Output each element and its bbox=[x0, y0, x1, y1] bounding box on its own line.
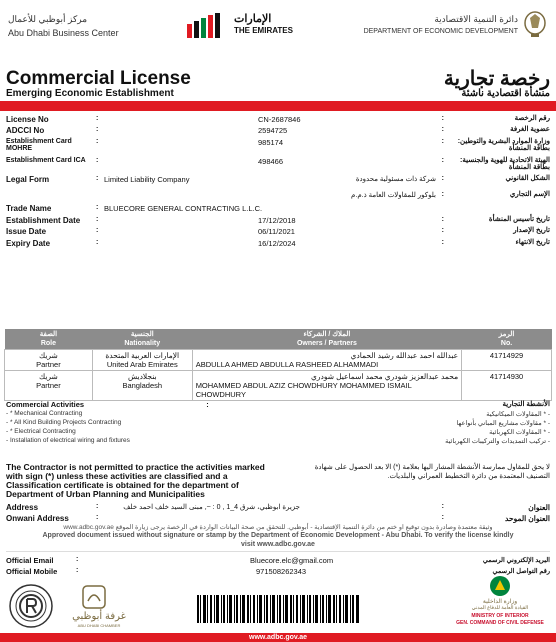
legal-form-value: Limited Liability Company bbox=[104, 175, 190, 184]
adbc-name-en: Abu Dhabi Business Center bbox=[8, 28, 119, 38]
ded-name-en: DEPARTMENT OF ECONOMIC DEVELOPMENT bbox=[363, 28, 518, 35]
trade-name-value: BLUECORE GENERAL CONTRACTING L.L.C. bbox=[104, 204, 263, 213]
col-role: Role bbox=[5, 339, 93, 349]
card-mohre-value: 985174 bbox=[258, 138, 284, 147]
expiry-date-row: Expiry Date : 16/12/2024 : تاريخ الانتهاء bbox=[6, 239, 550, 248]
mobile-value[interactable]: 971508262343 bbox=[256, 567, 307, 576]
legal-form-label: Legal Form bbox=[6, 175, 50, 184]
verify-note-ar: وثيقة معتمدة وصادرة بدون توقيع او ختم من دائرة التنمية الإقتصادية - أبوظبي. للتحقق من صحة البيانات الواردة في الرخصة يرجى زيارة الموقع www.adbc.gov.ae bbox=[63, 524, 493, 531]
expiry-date-value: 16/12/2024 bbox=[258, 239, 296, 248]
barcode-icon bbox=[197, 595, 359, 623]
license-no-label: License No bbox=[6, 115, 49, 124]
card-mohre-label-ar: وزارة الموارد البشرية والتوطين: بطاقة المنشأة bbox=[457, 138, 550, 152]
license-no-row: License No : CN-2687846 : رقم الرخصة bbox=[6, 115, 550, 124]
address-row: Address : جزيرة ابوظبي، شرق 4_1 , 0 : ~, مبنى السيد خلف احمد خلف : العنوان bbox=[6, 503, 550, 512]
page-title: Commercial License bbox=[6, 68, 191, 89]
mobile-label: Official Mobile bbox=[6, 567, 58, 576]
address-value-ar: جزيرة ابوظبي، شرق 4_1 , 0 : ~, مبنى السيد خلف احمد خلف bbox=[123, 504, 300, 511]
table-header-en bbox=[5, 339, 552, 349]
est-date-value: 17/12/2018 bbox=[258, 216, 296, 225]
address-label: Address bbox=[6, 503, 39, 512]
civil-defense-name: GEN. COMMAND OF CIVIL DEFENSE bbox=[456, 620, 544, 626]
onwani-label: Onwani Address bbox=[6, 514, 69, 523]
trade-name-label-ar: الإسم التجاري bbox=[509, 191, 550, 198]
emirates-en: THE EMIRATES bbox=[234, 26, 293, 35]
red-divider bbox=[0, 101, 556, 111]
card-ica-label-ar: الهيئة الاتحادية للهوية والجنسية: بطاقة المنشأة bbox=[460, 157, 550, 171]
issue-date-value: 06/11/2021 bbox=[258, 227, 295, 236]
partner-name-ar: عبدالله احمد عبدالله رشيد الحمادي bbox=[350, 350, 459, 360]
col-owners: Owners / Partners bbox=[192, 339, 461, 349]
col-no-ar: الرمز bbox=[462, 329, 552, 339]
col-nat: Nationality bbox=[92, 339, 192, 349]
table-row bbox=[5, 349, 552, 370]
est-date-row: Establishment Date : 17/12/2018 : تاريخ تأسيس المنشأة bbox=[6, 216, 550, 225]
emirates-ar: الإمارات bbox=[234, 13, 272, 25]
activities-label: Commercial Activities : bbox=[6, 400, 209, 409]
role: Partner bbox=[36, 380, 61, 390]
trade-name-value-ar: بلوكور للمقاولات العامة ذ.م.م bbox=[351, 192, 436, 199]
expiry-date-label: Expiry Date bbox=[6, 239, 51, 248]
email-label: Official Email bbox=[6, 556, 54, 565]
mobile-label-ar: رقم التواصل الرسمي bbox=[492, 568, 550, 575]
legal-form-value-ar: شركة ذات مسئولية محدودة bbox=[355, 176, 436, 183]
adcci-no-label-ar: عضوية الغرفة bbox=[510, 126, 550, 133]
activity-item: - * All Kind Building Projects Contracting bbox=[6, 419, 122, 426]
card-mohre-row: Establishment Card MOHRE : 985174 : وزارة الموارد البشرية والتوطين: بطاقة المنشأة bbox=[6, 138, 550, 152]
page-subtitle-ar: منشأة اقتصادية ناشئة bbox=[461, 88, 550, 99]
barcode bbox=[197, 595, 359, 623]
address-label-ar: العنوان bbox=[528, 503, 550, 512]
trade-name-row: Trade Name : BLUECORE GENERAL CONTRACTING L.L.C. bbox=[6, 204, 263, 213]
role-ar: شريك bbox=[39, 350, 58, 360]
card-ica-value: 498466 bbox=[258, 157, 284, 166]
divider bbox=[6, 551, 550, 552]
quality-seal-icon bbox=[8, 583, 54, 629]
trade-name-ar-row: بلوكور للمقاولات العامة ذ.م.م : الإسم التجاري bbox=[351, 191, 550, 199]
adcci-no-value: 2594725 bbox=[258, 126, 288, 135]
issue-date-label: Issue Date bbox=[6, 227, 47, 236]
col-owners-ar: الملاك / الشركاء bbox=[192, 329, 461, 339]
card-ica-label: Establishment Card ICA bbox=[6, 157, 86, 164]
mobile-row: Official Mobile : 971508262343 رقم التواصل الرسمي bbox=[6, 567, 550, 576]
col-role-ar: الصفة bbox=[5, 329, 93, 339]
page-title-ar: رخصة تجارية bbox=[443, 68, 550, 90]
onwani-label-ar: العنوان الموحد bbox=[505, 514, 550, 523]
adbc-name-ar: مركز أبوظبي للأعمال bbox=[8, 14, 88, 24]
issue-date-label-ar: تاريخ الإصدار bbox=[513, 227, 550, 234]
table-row bbox=[5, 370, 552, 400]
table-header-ar bbox=[5, 329, 552, 339]
email-label-ar: البريد الإلكتروني الرسمي bbox=[482, 557, 550, 564]
civil-defense-name-ar: القيادة العامة للدفاع المدني bbox=[471, 605, 529, 611]
est-date-label: Establishment Date bbox=[6, 216, 81, 225]
activity-item: - * Mechanical Contracting bbox=[6, 410, 83, 417]
nationality: United Arab Emirates bbox=[106, 359, 178, 369]
expiry-date-label-ar: تاريخ الانتهاء bbox=[515, 239, 550, 246]
activities-label-ar: الأنشطة التجارية bbox=[502, 401, 550, 408]
onwani-row: Onwani Address : : العنوان الموحد bbox=[6, 514, 550, 523]
civil-defense-logo bbox=[452, 575, 548, 631]
header bbox=[0, 0, 556, 62]
adcci-no-label: ADCCI No bbox=[6, 126, 45, 135]
partner-name: ABDULLA AHMED ABDULLA RASHEED ALHAMMADI bbox=[195, 359, 379, 369]
col-nat-ar: الجنسية bbox=[92, 329, 192, 339]
abu-dhabi-emblem-icon bbox=[522, 10, 548, 40]
partner-no: 41714929 bbox=[462, 349, 552, 370]
moi-name-ar: وزارة الداخلية bbox=[482, 599, 518, 605]
trade-name-label: Trade Name bbox=[6, 204, 52, 213]
role-ar: شريك bbox=[39, 371, 58, 381]
partner-name: MOHAMMED ABDUL AZIZ CHOWDHURY MOHAMMED ISMAIL CHOWDHURY bbox=[195, 380, 412, 399]
chamber-name-ar: غرفة أبوظبي bbox=[72, 611, 126, 622]
activity-item-ar: - تركيب التمديدات والتركيبات الكهربائية bbox=[445, 438, 550, 445]
ded-name-ar: دائرة التنمية الاقتصادية bbox=[434, 14, 518, 24]
partner-no: 41714930 bbox=[462, 370, 552, 400]
license-no-label-ar: رقم الرخصة bbox=[514, 115, 550, 122]
nationality-ar: الإمارات العربية المتحدة bbox=[105, 350, 180, 360]
col-no: No. bbox=[462, 339, 552, 349]
legal-form-label-ar: الشكل القانوني bbox=[505, 175, 550, 182]
abu-dhabi-chamber-logo bbox=[70, 585, 128, 629]
contractor-warning-ar: لا يحق للمقاول ممارسة الأنشطة المشار اليها بعلامة (*) الا بعد الحصول على شهادة التصنيف المعتمدة من دائرة التخطيط العمراني والبلديات. bbox=[314, 464, 550, 480]
contractor-warning: The Contractor is not permitted to practice the activities marked with sign (*) unless these activities are classified and a Classification certificate is obtained for the department of Department of Urban Planning and Municipalities bbox=[6, 462, 265, 499]
page-subtitle: Emerging Economic Establishment bbox=[6, 88, 174, 99]
est-date-label-ar: تاريخ تأسيس المنشأة bbox=[488, 216, 550, 223]
footer-url[interactable]: www.adbc.gov.ae bbox=[0, 633, 556, 642]
activity-item-ar: - * المقاولات الميكانيكية bbox=[486, 411, 550, 418]
card-ica-row: Establishment Card ICA : 498466 : الهيئة الاتحادية للهوية والجنسية: بطاقة المنشأة bbox=[6, 157, 550, 171]
adcci-no-row: ADCCI No : 2594725 : عضوية الغرفة bbox=[6, 126, 550, 135]
moi-name: MINISTRY OF INTERIOR bbox=[471, 613, 529, 619]
partner-name-ar: محمد عبدالعزيز شودري محمد اسماعيل شودري bbox=[311, 371, 459, 381]
nationality-ar: بنجلاديش bbox=[127, 371, 157, 381]
verify-note: Approved document issued without signature or stamp by the Department of Economic Development - Abu Dhabi. To verify the license kindly bbox=[42, 532, 514, 539]
chamber-name: ABU DHABI CHAMBER bbox=[77, 623, 121, 628]
email-row: Official Email : Bluecore.elc@gmail.com البريد الإلكتروني الرسمي bbox=[6, 556, 550, 565]
civil-defense-emblem-icon bbox=[489, 575, 511, 597]
chamber-icon bbox=[82, 585, 106, 609]
legal-form-row: Legal Form : Limited Liability Company شركة ذات مسئولية محدودة : الشكل القانوني bbox=[6, 175, 550, 184]
activity-item: - Installation of electrical wiring and fixtures bbox=[6, 437, 130, 444]
partners-table bbox=[4, 329, 552, 401]
role: Partner bbox=[36, 359, 61, 369]
activity-item-ar: - * المقاولات الكهربائية bbox=[489, 429, 550, 436]
activity-item: - * Electrical Contracting bbox=[6, 428, 76, 435]
nationality: Bangladesh bbox=[122, 380, 163, 390]
issue-date-row: Issue Date : 06/11/2021 : تاريخ الإصدار bbox=[6, 227, 550, 236]
license-no-value: CN-2687846 bbox=[258, 115, 301, 124]
verify-link[interactable]: visit www.adbc.gov.ae bbox=[241, 541, 315, 548]
card-mohre-label: Establishment Card MOHRE bbox=[6, 138, 72, 152]
emirates-flag-icon bbox=[185, 12, 229, 40]
activity-item-ar: - * مقاولات مشاريع المباني بأنواعها bbox=[456, 420, 550, 427]
email-value[interactable]: Bluecore.elc@gmail.com bbox=[250, 556, 334, 565]
